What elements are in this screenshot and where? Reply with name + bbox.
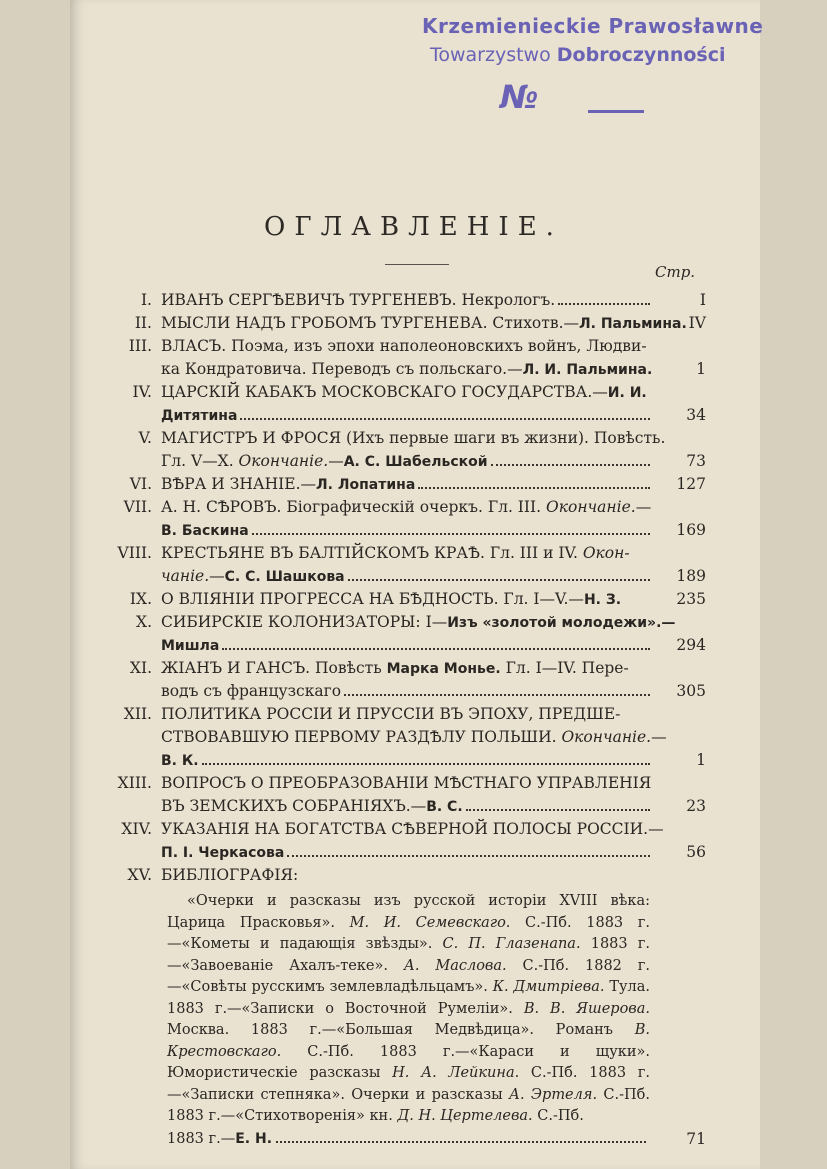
bibliography-segment: С.-Пб. 1883 г.—«Караси и щуки». Юмористическіе разсказы: [167, 1043, 650, 1081]
leader-dots: [466, 809, 650, 811]
toc-entry-text: Л. Пальмина.: [579, 316, 687, 332]
toc-entry[interactable]: [0, 335, 827, 381]
toc-entry-line: [161, 749, 650, 772]
toc-entry-page: 169: [676, 521, 706, 539]
toc-entry-number: XIV.: [121, 820, 152, 838]
toc-entry-text: П. І. Черкасова: [161, 845, 285, 861]
toc-entry-line: [161, 335, 650, 358]
toc-entry[interactable]: [0, 818, 827, 864]
toc-entry-text: чаніе.: [161, 567, 210, 585]
toc-entry-line: [161, 818, 664, 841]
toc-entry-line: [161, 565, 650, 588]
toc-entry-line: [161, 496, 650, 519]
toc-entry-number: XIII.: [117, 774, 152, 792]
library-stamp: [410, 10, 764, 120]
toc-entry-number: III.: [128, 337, 152, 355]
toc-entry-text: МАГИСТРЪ И ФРОСЯ (Ихъ первые шаги въ жизни). Повѣсть.: [161, 429, 666, 447]
bibliography-segment: С. П. Глазенапа.: [442, 936, 581, 952]
bibliography-page: 71: [686, 1129, 706, 1148]
leader-dots: [344, 694, 650, 696]
toc-entry-number: VI.: [129, 475, 152, 493]
stamp-number-sign: №: [500, 78, 539, 116]
toc-entry-page: 34: [686, 406, 706, 424]
leader-dots: [418, 487, 650, 489]
toc-entry-line: [161, 703, 650, 726]
toc-entry-text: Гл. V—X.: [161, 452, 239, 470]
toc-entry[interactable]: [0, 496, 827, 542]
toc-entry-text: В. С.: [426, 799, 463, 815]
bibliography-segment: Д. Н. Цертелева.: [397, 1108, 533, 1124]
bibliography-segment: С.-Пб. 1883 г.—«Кометы и падающія звѣзды».: [167, 914, 650, 952]
bibliography-author: Е. Н.: [235, 1130, 273, 1147]
bibliography-segment: М. И. Семевскаго.: [349, 914, 511, 931]
toc-entry-number: II.: [134, 314, 152, 332]
toc-entry-line: [161, 427, 666, 450]
stamp-line-1: Krzemienieckie Prawosławne: [422, 14, 764, 38]
toc-entry-number: V.: [138, 429, 152, 447]
toc-entry-line: [161, 772, 650, 795]
toc-entry-page: 23: [686, 797, 706, 815]
leader-dots: [202, 763, 650, 765]
toc-entry-number: I.: [140, 291, 152, 309]
toc-entry[interactable]: [0, 657, 827, 703]
bibliography-segment: С.-Пб.: [532, 1108, 584, 1124]
toc-entry[interactable]: [0, 703, 827, 772]
bibliography-segment: А. Эртеля.: [509, 1086, 598, 1103]
toc-entry-page: I: [699, 291, 706, 309]
toc-entry-text: Л. Лопатина: [316, 477, 416, 493]
bibliography-segment: К. Дмитріева.: [492, 979, 605, 995]
toc-entry-text: ИВАНЪ СЕРГѢЕВИЧЪ ТУРГЕНЕВЪ. Некрологъ.: [161, 291, 556, 309]
toc-entry-line: [161, 611, 676, 634]
leader-dots: [558, 303, 650, 305]
page-column-label: Стр.: [655, 263, 696, 281]
toc-entry-text: ЦАРСКІЙ КАБАКЪ МОСКОВСКАГО ГОСУДАРСТВА.—: [161, 383, 608, 401]
toc-entry-line: [161, 404, 650, 427]
toc-entry-text: СИБИРСКІЕ КОЛОНИЗАТОРЫ: I—: [161, 613, 448, 631]
toc-entry-number: IV.: [132, 383, 152, 401]
toc-entry-line: [161, 450, 650, 473]
bibliography-segment: 1883 г.—«Завоеваніе Ахалъ-теке».: [167, 936, 650, 974]
toc-entry-text: Окон-: [582, 544, 630, 562]
toc-entry-line: [161, 634, 650, 657]
toc-entry-text: ВЪ ЗЕМСКИХЪ СОБРАНІЯХЪ.—: [161, 797, 427, 815]
toc-entry-line: [161, 312, 687, 335]
leader-dots: [348, 579, 650, 581]
toc-entry[interactable]: [0, 427, 827, 473]
toc-entry-text: ЖІАНЪ И ГАНСЪ. Повѣсть: [161, 659, 387, 677]
toc-entry-text: Окончаніе.: [238, 452, 329, 470]
toc-entry[interactable]: [0, 312, 827, 335]
toc-entry-text: В. К.: [161, 753, 199, 769]
toc-entry-page: 189: [676, 567, 706, 585]
toc-entry-text: ПОЛИТИКА РОССІИ И ПРУССІИ ВЪ ЭПОХУ, ПРЕДШЕ-: [161, 705, 621, 723]
toc-entry-text: —: [635, 498, 652, 516]
bibliography-segment: Н. А. Лейкина.: [392, 1065, 520, 1081]
bibliography-segment: Тула. 1883 г.—«Записки о Восточной Румеліи».: [167, 979, 650, 1017]
toc-entry-line: [161, 795, 650, 818]
toc-entry-text: ка Кондратовича. Переводъ съ польскаго.—: [161, 360, 523, 378]
toc-entry-text: БИБЛІОГРАФІЯ:: [161, 866, 299, 884]
leader-dots: [252, 533, 650, 535]
toc-entry[interactable]: [0, 772, 827, 818]
toc-entry[interactable]: [0, 611, 827, 657]
toc-entry-text: И. И.: [607, 385, 647, 401]
toc-entry-text: Н. З.: [583, 592, 622, 608]
toc-entry-text: Марка Монье.: [386, 661, 501, 677]
toc-entry-page: IV: [688, 314, 706, 332]
toc-entry-text: Гл. I—IV. Пере-: [500, 659, 629, 677]
bibliography-last-text: 1883 г.—: [167, 1130, 236, 1147]
toc-entry-page: 127: [676, 475, 706, 493]
toc-entry-text: А. Н. СѢРОВЪ. Біографическій очеркъ. Гл. III.: [161, 498, 547, 516]
stamp-number-line: [588, 110, 644, 113]
toc-entry-text: ВОПРОСЪ О ПРЕОБРАЗОВАНІИ МѢСТНАГО УПРАВЛЕНІЯ: [161, 774, 652, 792]
toc-entry[interactable]: [0, 289, 827, 312]
bibliography-segment: «Очерки и разсказы изъ русской исторіи XVIII вѣка: Царица Прасковья».: [167, 893, 650, 931]
toc-entry-page: 294: [676, 636, 706, 654]
leader-dots: [491, 464, 650, 466]
toc-entry-line: [161, 542, 650, 565]
toc-entry-text: водъ съ французскаго: [161, 682, 342, 700]
toc-entry[interactable]: [0, 542, 827, 588]
toc-entry-line: [161, 864, 650, 887]
toc-entry-line: [161, 657, 650, 680]
toc-entry-line: [161, 358, 653, 381]
toc-entry-page: 56: [686, 843, 706, 861]
title-rule: [385, 264, 449, 265]
toc-entry-text: СТВОВАВШУЮ ПЕРВОМУ РАЗДѢЛУ ПОЛЬШИ.: [161, 728, 562, 746]
toc-entry-page: 73: [686, 452, 706, 470]
page-title: ОГЛАВЛЕНІЕ.: [264, 212, 563, 242]
bibliography-segment: В. В. Яшерова.: [523, 1000, 650, 1017]
leader-dots: [222, 648, 650, 650]
toc-entry-line: [161, 588, 650, 611]
toc-entry-text: КРЕСТЬЯНЕ ВЪ БАЛТІЙСКОМЪ КРАѢ. Гл. III и IV.: [161, 544, 583, 562]
bibliography-segment: А. Маслова.: [403, 957, 507, 974]
toc-entry-number: IX.: [129, 590, 152, 608]
toc-entry-number: VIII.: [117, 544, 152, 562]
toc-entry-text: Изъ «золотой молодежи».—: [447, 615, 676, 631]
toc-entry-line: [161, 726, 667, 749]
toc-entry-line: [161, 381, 650, 404]
bibliography-segment: В. Крестовскаго.: [167, 1022, 650, 1060]
toc-entry-text: УКАЗАНІЯ НА БОГАТСТВА СѢВЕРНОЙ ПОЛОСЫ РОССІИ.—: [161, 820, 664, 838]
toc-entry-text: Л. И. Пальмина.: [522, 362, 653, 378]
toc-entry-text: ВЛАСЪ. Поэма, изъ эпохи наполеоновскихъ войнъ, Людви-: [161, 337, 647, 355]
toc-entry-text: Дитятина: [161, 408, 238, 424]
toc-entry-number: XV.: [127, 866, 152, 884]
toc-entry-text: С. С. Шашкова: [224, 569, 345, 585]
stamp-line-2: Towarzystwo Dobroczynności: [430, 44, 726, 66]
toc-entry-line: [161, 680, 650, 703]
toc-entry-text: ВѢРА И ЗНАНІЕ.—: [161, 475, 317, 493]
leader-dots: [287, 855, 650, 857]
toc-entry-text: Окончаніе.: [546, 498, 636, 516]
toc-entry-text: В. Баскина: [161, 523, 249, 539]
toc-entry-line: [161, 473, 650, 496]
toc-entry-page: 305: [676, 682, 706, 700]
toc-entry-text: Мишла: [161, 638, 220, 654]
toc-entry-number: X.: [136, 613, 152, 631]
bibliography-segment: С.-Пб. 1883 г.—«Стихотворенія» кн.: [167, 1086, 650, 1124]
leader-dots: [240, 418, 650, 420]
bibliography-segment: С.-Пб. 1883 г.—«Записки степняка». Очерки и разсказы: [167, 1065, 650, 1103]
toc-entry-text: А. С. Шабельской: [343, 454, 488, 470]
bibliography-segment: Москва. 1883 г.—«Большая Медвѣдица». Романъ: [167, 1022, 635, 1038]
toc-entry-text: МЫСЛИ НАДЪ ГРОБОМЪ ТУРГЕНЕВА. Стихотв.—: [161, 314, 579, 332]
toc-entry-number: XI.: [129, 659, 152, 677]
toc-entry-text: О ВЛІЯНІИ ПРОГРЕССА НА БѢДНОСТЬ. Гл. I—V.—: [161, 590, 584, 608]
toc-entry[interactable]: [0, 381, 827, 427]
bibliography-last-line: [0, 1128, 827, 1151]
bibliography-segment: С.-Пб. 1882 г.—«Совѣты русскимъ землевладѣльцамъ».: [167, 957, 650, 995]
toc-entry-number: XII.: [123, 705, 152, 723]
toc-entry[interactable]: [0, 473, 827, 496]
toc-entry-text: —: [328, 452, 344, 470]
toc-entry-text: Окончаніе.: [561, 728, 652, 746]
toc-entry-line: [161, 841, 650, 864]
toc-entry[interactable]: [0, 864, 827, 887]
toc-entry-page: 235: [676, 590, 706, 608]
toc-entry-line: [161, 519, 650, 542]
toc-entry-page: 1: [696, 751, 706, 769]
table-of-contents: [0, 289, 827, 1151]
toc-entry-text: —: [651, 728, 667, 746]
toc-entry-page: 1: [696, 360, 706, 378]
leader-dots: [276, 1141, 646, 1143]
toc-entry-text: —: [209, 567, 225, 585]
toc-entry[interactable]: [0, 588, 827, 611]
toc-entry-line: [161, 289, 650, 312]
toc-entry-number: VII.: [123, 498, 152, 516]
bibliography-text: [167, 891, 650, 1128]
